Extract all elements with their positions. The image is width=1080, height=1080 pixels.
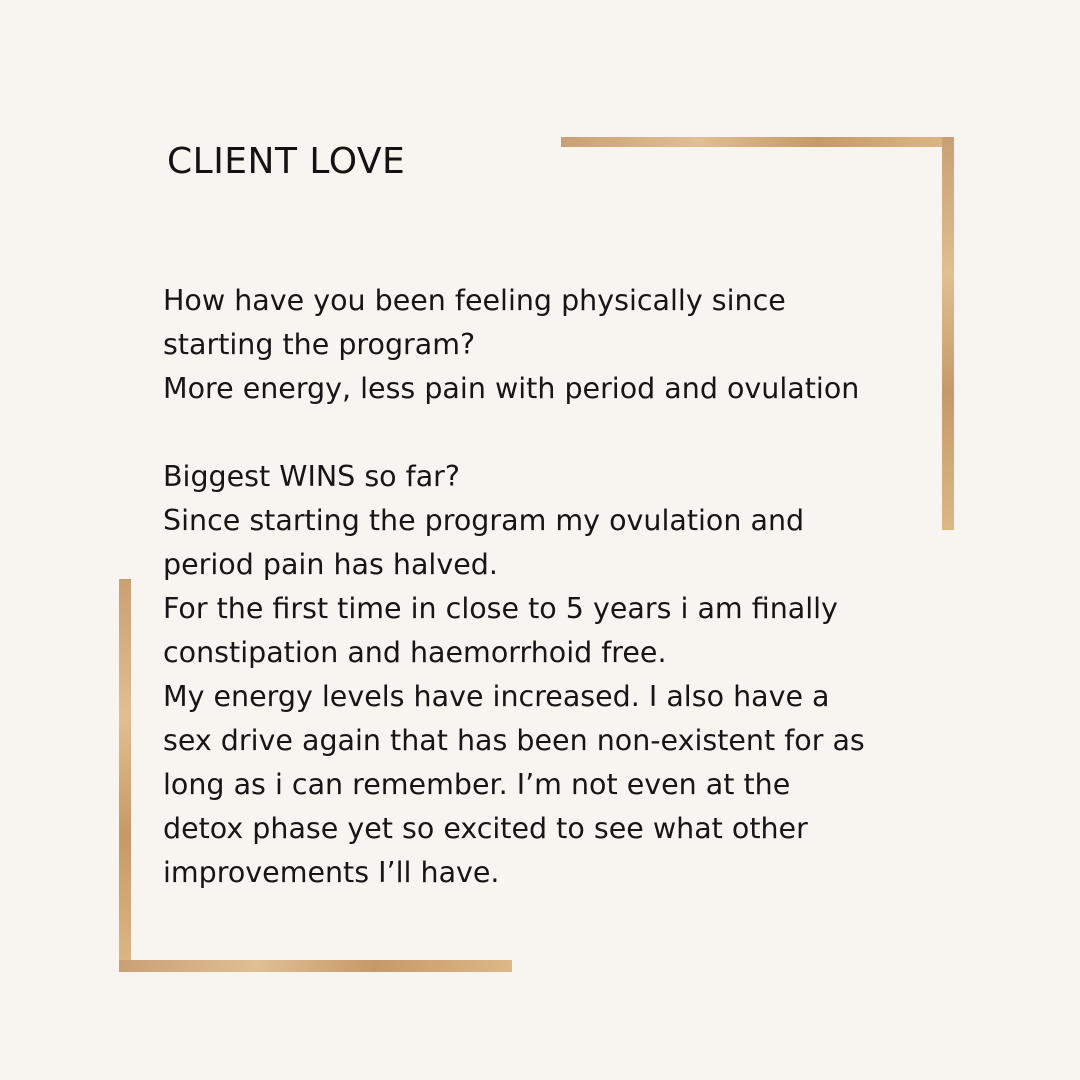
answer-1-line-1: More energy, less pain with period and ovulation [163, 372, 860, 405]
question-1-line-1: How have you been feeling physically since [163, 284, 786, 317]
answer-2-line-1: Since starting the program my ovulation and [163, 504, 805, 537]
question-2-line-1: Biggest WINS so far? [163, 460, 461, 493]
answer-2-line-3: For the first time in close to 5 years i am finally [163, 592, 838, 625]
answer-2-line-7: long as i can remember. I’m not even at the [163, 768, 791, 801]
gold-frame-bottom-bar [119, 960, 512, 972]
answer-2-line-2: period pain has halved. [163, 548, 498, 581]
gold-frame-right-bar [942, 137, 954, 530]
gold-frame-left-bar [119, 579, 131, 972]
question-1-line-2: starting the program? [163, 328, 476, 361]
paragraph-spacer [163, 411, 923, 455]
answer-2-line-4: constipation and haemorrhoid free. [163, 636, 667, 669]
page-title: CLIENT LOVE [167, 141, 406, 182]
answer-2-line-9: improvements I’ll have. [163, 856, 500, 889]
answer-2-line-5: My energy levels have increased. I also have a [163, 680, 830, 713]
answer-2-line-6: sex drive again that has been non-existent for as [163, 724, 865, 757]
answer-2-line-8: detox phase yet so excited to see what other [163, 812, 808, 845]
testimonial-body [163, 279, 923, 895]
gold-frame-top-bar [561, 137, 954, 147]
